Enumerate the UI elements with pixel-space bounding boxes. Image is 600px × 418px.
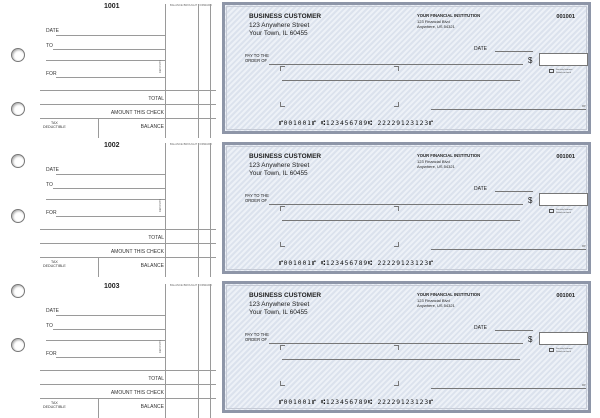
- memo-corner: [280, 242, 285, 247]
- stub-date-line[interactable]: [56, 315, 165, 316]
- written-amount-line[interactable]: [282, 359, 520, 360]
- memo-corner: [394, 242, 399, 247]
- dollar-sign: $: [528, 196, 533, 205]
- amount-this-check-label: AMOUNT THIS CHECK: [110, 390, 164, 396]
- payee-line[interactable]: [269, 64, 523, 65]
- tax-deductible-label: TAX DEDUCTIBLE: [43, 260, 66, 268]
- memo-corner: [280, 206, 285, 211]
- total-label: TOTAL: [148, 376, 164, 382]
- micr-line: ⑈001001⑈ ⑆123456789⑆ 22229123123⑈: [279, 260, 434, 267]
- balance-label: BALANCE: [140, 124, 164, 130]
- date-label: DATE: [474, 46, 487, 52]
- mp-mark: MP: [582, 105, 586, 108]
- stub-date-label: DATE: [46, 28, 59, 34]
- bank-city: Anywhere, US 54321: [417, 24, 455, 29]
- pay-to-label: PAY TO THE ORDER OF: [245, 53, 269, 64]
- business-city: Your Town, IL 60455: [249, 30, 308, 37]
- stub-to-line-2[interactable]: [46, 60, 165, 61]
- bank-street: 123 Financial Blvd: [417, 19, 450, 24]
- stub-for-line[interactable]: [56, 77, 165, 78]
- stub-date-line[interactable]: [56, 174, 165, 175]
- stub-check-number: 1003: [104, 283, 120, 290]
- security-note: Security features Details on back: [556, 348, 573, 353]
- balance-label: BALANCE: [140, 404, 164, 410]
- business-street: 123 Anywhere Street: [249, 162, 310, 169]
- bank-name: YOUR FINANCIAL INSTITUTION: [417, 13, 481, 18]
- bank-street: 123 Financial Blvd: [417, 159, 450, 164]
- stub-to-label: TO: [46, 182, 53, 188]
- tax-deductible-label: TAX DEDUCTIBLE: [43, 121, 66, 129]
- stub-row-line: [40, 384, 216, 385]
- stub-row-line: [40, 90, 216, 91]
- stub-for-line[interactable]: [56, 357, 165, 358]
- business-city: Your Town, IL 60455: [249, 309, 308, 316]
- security-note: Security features Details on back: [556, 69, 573, 74]
- memo-corner: [394, 381, 399, 386]
- balance-forward-label: BALANCE BROUGHT FORWARD: [170, 4, 213, 7]
- business-name: BUSINESS CUSTOMER: [249, 153, 322, 160]
- padlock-icon: [549, 348, 554, 352]
- check-number: 001001: [556, 154, 575, 160]
- deposits-label: DEPOSITS: [159, 340, 162, 354]
- signature-line[interactable]: [431, 388, 586, 389]
- stub-to-line-2[interactable]: [46, 340, 165, 341]
- stub-divider: [98, 257, 99, 277]
- micr-line: ⑈001001⑈ ⑆123456789⑆ 22229123123⑈: [279, 120, 434, 127]
- bank-name: YOUR FINANCIAL INSTITUTION: [417, 153, 481, 158]
- mp-mark: MP: [582, 384, 586, 387]
- date-line[interactable]: [495, 330, 533, 331]
- binder-hole: [11, 338, 25, 352]
- balance-label: BALANCE: [140, 263, 164, 269]
- stub-to-line[interactable]: [53, 49, 165, 50]
- written-amount-line[interactable]: [282, 80, 520, 81]
- memo-corner: [394, 206, 399, 211]
- amount-this-check-label: AMOUNT THIS CHECK: [110, 249, 164, 255]
- dollar-sign: $: [528, 56, 533, 65]
- amount-box[interactable]: [539, 53, 588, 66]
- stub-check-number: 1001: [104, 3, 120, 10]
- stub-row-line: [40, 257, 216, 258]
- memo-corner: [394, 66, 399, 71]
- pay-to-label: PAY TO THE ORDER OF: [245, 332, 269, 343]
- stub-row-line: [40, 104, 216, 105]
- padlock-icon: [549, 69, 554, 73]
- stub-row-line: [40, 370, 216, 371]
- binder-hole: [11, 48, 25, 62]
- business-street: 123 Anywhere Street: [249, 301, 310, 308]
- stub-row-line: [40, 398, 216, 399]
- bank-street: 123 Financial Blvd: [417, 298, 450, 303]
- memo-corner: [394, 345, 399, 350]
- deposits-label: DEPOSITS: [159, 199, 162, 213]
- stub-row-line: [40, 243, 216, 244]
- check: [222, 2, 591, 134]
- amount-box[interactable]: [539, 332, 588, 345]
- date-line[interactable]: [495, 191, 533, 192]
- amount-this-check-label: AMOUNT THIS CHECK: [110, 110, 164, 116]
- stub-date-label: DATE: [46, 167, 59, 173]
- stub-to-line[interactable]: [53, 329, 165, 330]
- bank-city: Anywhere, US 54321: [417, 164, 455, 169]
- tax-deductible-label: TAX DEDUCTIBLE: [43, 401, 66, 409]
- dollar-sign: $: [528, 335, 533, 344]
- stub-for-label: FOR: [46, 210, 57, 216]
- written-amount-line[interactable]: [282, 220, 520, 221]
- check: [222, 281, 591, 413]
- mp-mark: MP: [582, 245, 586, 248]
- total-label: TOTAL: [148, 235, 164, 241]
- stub-for-line[interactable]: [56, 216, 165, 217]
- check-stub: [40, 280, 216, 418]
- payee-line[interactable]: [269, 343, 523, 344]
- binder-hole: [11, 154, 25, 168]
- binder-hole: [11, 209, 25, 223]
- deposits-label: DEPOSITS: [159, 60, 162, 74]
- stub-for-label: FOR: [46, 71, 57, 77]
- business-street: 123 Anywhere Street: [249, 22, 310, 29]
- check-stub: [40, 139, 216, 277]
- stub-row-line: [40, 229, 216, 230]
- business-city: Your Town, IL 60455: [249, 170, 308, 177]
- bank-city: Anywhere, US 54321: [417, 303, 455, 308]
- pay-to-label: PAY TO THE ORDER OF: [245, 193, 269, 204]
- stub-to-label: TO: [46, 323, 53, 329]
- memo-corner: [280, 381, 285, 386]
- stub-for-label: FOR: [46, 351, 57, 357]
- stub-to-label: TO: [46, 43, 53, 49]
- check: [222, 142, 591, 274]
- total-label: TOTAL: [148, 96, 164, 102]
- stub-row-line: [40, 118, 216, 119]
- amount-box[interactable]: [539, 193, 588, 206]
- check-number: 001001: [556, 293, 575, 299]
- memo-corner: [280, 102, 285, 107]
- balance-forward-label: BALANCE BROUGHT FORWARD: [170, 284, 213, 287]
- payee-line[interactable]: [269, 204, 523, 205]
- binder-hole: [11, 102, 25, 116]
- business-name: BUSINESS CUSTOMER: [249, 13, 322, 20]
- signature-line[interactable]: [431, 109, 586, 110]
- security-note: Security features Details on back: [556, 209, 573, 214]
- check-stub: [40, 0, 216, 138]
- check-number: 001001: [556, 14, 575, 20]
- stub-divider: [98, 118, 99, 138]
- memo-corner: [394, 102, 399, 107]
- binder-hole: [11, 284, 25, 298]
- signature-line[interactable]: [431, 249, 586, 250]
- micr-line: ⑈001001⑈ ⑆123456789⑆ 22229123123⑈: [279, 399, 434, 406]
- date-label: DATE: [474, 325, 487, 331]
- memo-corner: [280, 345, 285, 350]
- stub-to-line[interactable]: [53, 188, 165, 189]
- stub-date-line[interactable]: [56, 35, 165, 36]
- date-label: DATE: [474, 186, 487, 192]
- business-name: BUSINESS CUSTOMER: [249, 292, 322, 299]
- stub-check-number: 1002: [104, 142, 120, 149]
- padlock-icon: [549, 209, 554, 213]
- stub-to-line-2[interactable]: [46, 199, 165, 200]
- date-line[interactable]: [495, 51, 533, 52]
- stub-date-label: DATE: [46, 308, 59, 314]
- bank-name: YOUR FINANCIAL INSTITUTION: [417, 292, 481, 297]
- balance-forward-label: BALANCE BROUGHT FORWARD: [170, 143, 213, 146]
- stub-divider: [98, 398, 99, 418]
- memo-corner: [280, 66, 285, 71]
